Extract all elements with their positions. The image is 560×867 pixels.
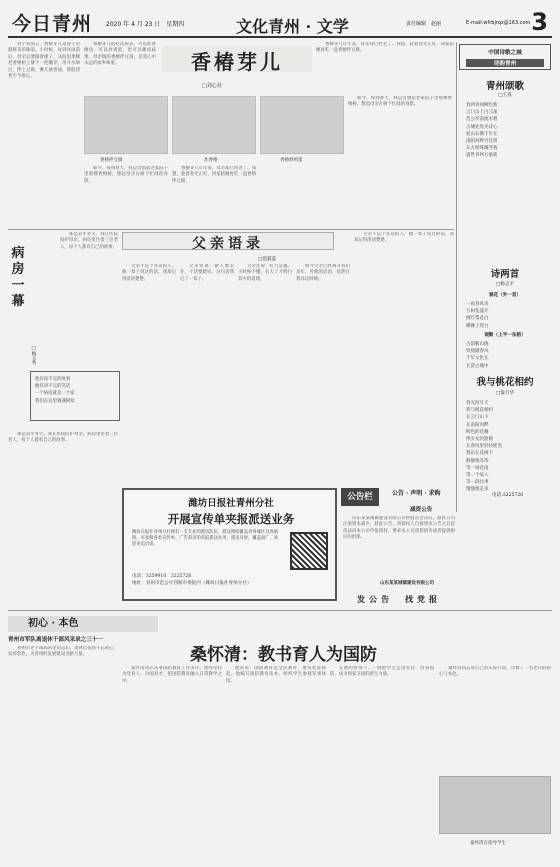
page-number: 3 — [531, 8, 548, 36]
poem-line: 东方明珠耀齐鲁 — [466, 146, 498, 152]
poem-author: □王真 — [498, 93, 512, 98]
banner-subtitle: 诗韵青州 — [466, 59, 544, 67]
paragraph: 山东某某城镇建设有限公司经股东会决议，拟将公司注册资本减少，特此公告。请债权人自接到本公告之日起依法向本公司申报债权，要求本公司清偿债务或者提供相应的担保。 — [343, 516, 455, 541]
poem-line: 一夜春风来 — [466, 302, 489, 307]
photo-sanghuaiqing — [439, 776, 551, 834]
paragraph: 父亲常说：做人要实在，干活要踏实。这句话我记了一辈子。 — [180, 264, 234, 282]
poem-line: 在春风里轻轻摇曳 — [466, 444, 502, 450]
poem-line: 蝶舞上瑶台 — [466, 323, 489, 329]
poem-line: 粉色的花瓣 — [466, 429, 489, 435]
poem-line: 在南阳河畔 — [466, 422, 489, 428]
paragraph: 如今父亲已经离开我们多年，可他的话语，依然在我耳边回响。 — [296, 264, 350, 282]
qr-code-icon — [290, 532, 328, 570]
article-text-col4 — [316, 42, 454, 92]
article-text-father-col2 — [180, 264, 234, 482]
ad-heading: 潍坊日报社青州分社 — [188, 498, 274, 509]
poem-line: 云门山上白云深 — [466, 110, 498, 116]
article-text-bottom-col5 — [439, 666, 551, 772]
paragraph: 桑怀清同志用自己的实际行动，诠释了一名老兵的初心与本色。 — [439, 666, 551, 678]
poetry-banner — [459, 44, 551, 70]
ward-poem-box — [30, 371, 120, 421]
paragraph: 香椿芽儿的吃法很多，可以炸香椿鱼，可以炒鸡蛋，也可以腌成咸菜。母亲做的香椿拌豆腐，是我心中永远的家乡味道。 — [84, 42, 156, 67]
poem-line: 慢慢地走来 — [466, 487, 489, 493]
poem-line: 范公亭前流水碧 — [466, 117, 498, 123]
masthead — [8, 6, 552, 38]
poem-title-qingzhou: 青州颂歌 — [485, 81, 524, 92]
article-author: □刘心亮 — [202, 83, 222, 89]
article-title-sanghuaiqing: 桑怀清：教书育人为国防 — [190, 645, 377, 665]
poem-line: 一个病房就是一个家 — [35, 391, 75, 397]
article-text-col2a — [84, 42, 156, 92]
section-title: 文化青州 · 文学 — [236, 17, 349, 36]
phone-label: 电话： — [132, 574, 146, 579]
article-text-bottom-col2 — [122, 666, 222, 860]
notice-board-label: 公告栏 — [341, 488, 379, 506]
poem-lines-spring — [466, 301, 546, 330]
column-divider — [456, 42, 457, 512]
poem-lines-anshan — [466, 341, 546, 370]
title-text: 病房一幕 — [11, 246, 25, 309]
poem-line: 盛世青州万象新 — [466, 153, 498, 159]
notice-heading: 减资公告 — [410, 507, 433, 513]
article-text-col1 — [8, 42, 80, 228]
article-text-father-col3 — [238, 264, 292, 482]
poem-line: 他有说不完的故事 — [35, 377, 71, 382]
paragraph: 对于我而言，香椿芽儿是春天里最鲜美的味道。小时候，每到谷雨前后，母亲总要踩着梯子，从院里那棵老香椿树上掰下一把嫩芽，用开水焯过，拌上豆腐，淋几滴香油，那股清香至今难忘。 — [8, 42, 80, 80]
poem-line: 他有讲不完的笑话 — [35, 384, 71, 390]
photo-fried-xiangchun — [172, 96, 256, 154]
section-divider — [8, 229, 454, 230]
ad-subheading: 开展宣传单夹报派送业务 — [167, 512, 295, 526]
paragraph: 香椿芽儿年年发，母亲却已经老了。我想，趁着春光正好，回家陪她再吃一盘香椿拌豆腐。 — [172, 166, 256, 184]
poem-line: 万树花盛开 — [466, 309, 489, 315]
poem-line: 静静地等待 — [466, 458, 489, 464]
article-text-col5 — [348, 96, 452, 228]
poem-line: 在云门山下 — [466, 415, 489, 421]
paragraph: 如今，每到春天，我总会想起老家院子里那棵香椿树，想起母亲在树下忙碌的身影。 — [84, 166, 168, 184]
poem-line: 等一段往事 — [466, 480, 489, 486]
paragraph: 父亲不是个多话的人，他一辈子说过的话，我却记得清清楚楚。 — [122, 264, 176, 282]
poem-title-two: 诗两首 — [490, 269, 520, 280]
column-title: 初心 · 本色 — [8, 616, 158, 632]
phone-number: 3259910 3225726 — [145, 574, 192, 579]
ad-address-row — [132, 581, 330, 588]
poem-subtitle: 春花（外一首） — [488, 293, 522, 298]
notice-text — [343, 516, 455, 576]
poem-line: 南阳河畔百花荫 — [466, 139, 498, 145]
ad-body-text: 潍坊日报社青州分社拥有一支专业的派送队伍，派送网络覆盖青州城区及各镇街。可承接各类宣传单、广告彩页的夹报派送业务，派送及时，覆盖面广，欢迎来电洽谈。 — [132, 530, 279, 548]
article-text-lower-left — [8, 432, 118, 608]
email-line: E-mail:wfrbjrqz@163.com — [466, 20, 531, 26]
advertisement-box — [122, 488, 337, 601]
paragraph: 桑怀清同志从事国防教育工作多年，始终坚持为党育人、为国育才，把国防教育融入日常教学之中。 — [122, 666, 222, 684]
article-title-xiangchun: 香椿芽儿 — [162, 46, 312, 72]
newspaper-logo: 今日青州 — [12, 13, 93, 35]
poem-line: 千年文化在 — [466, 356, 489, 362]
paragraph: 在他的带领下，一批批学生走进军营，投身国防，成为保家卫国的新生力量。 — [330, 666, 434, 678]
article-text-col3 — [172, 166, 256, 228]
article-title-father: 父亲语录 — [122, 232, 334, 250]
paragraph: 那是去年冬天，我在医院陪护母亲。病房里住着三位老人，每个人都有自己的故事。 — [8, 432, 118, 444]
section-divider — [8, 610, 552, 611]
paragraph: 他常说：国防教育是全民教育，要从娃娃抓起。他编写国防教育读本，组织学生参观军事场馆。 — [226, 666, 326, 684]
address-text: 青州市范公亭西路市委院内（潍坊日报社青州分社） — [145, 580, 252, 586]
poem-subtitle: 观鞍（上平一东韵） — [484, 333, 526, 338]
photo-caption: 香椿拌豆腐 — [100, 158, 123, 163]
paragraph: 父亲还说：吃亏是福。小时候不懂，长大了才明白其中的道理。 — [238, 264, 292, 282]
ad-phone-row — [132, 574, 330, 581]
article-text-father-col5 — [354, 232, 454, 482]
notice-categories: 公告 · 声明 · 求购 — [392, 490, 441, 497]
poem-line: 长留古城中 — [466, 363, 489, 369]
poem-lines-qingzhou — [466, 102, 546, 160]
poem-line: 像少女的脸颊 — [466, 437, 493, 443]
paragraph: 父亲不是个多话的人，他一辈子说过的话，我却记得清清楚楚。 — [354, 232, 454, 244]
poem-line: 铁骑踏春风 — [466, 349, 489, 355]
notice-phone: 电话:3225726 — [492, 493, 524, 498]
date-line: 2020 年 4 月 23 日 星期四 — [106, 21, 185, 28]
article-text-bottom-col3 — [226, 666, 326, 860]
photo-xiangchun-tofu — [84, 96, 168, 154]
poem-line: 我站在花树下 — [466, 451, 493, 457]
poem-line: 驼山石佛千年在 — [466, 131, 498, 137]
photo-caption: 香椿炒鸡蛋 — [280, 158, 303, 163]
article-text-father-col1 — [122, 264, 176, 482]
notice-footer-slogan: 发公告 找党报 — [357, 594, 441, 604]
ad-contact — [132, 574, 330, 587]
photo-caption: 桑怀清在指导学生 — [470, 841, 506, 846]
article-text-bottom-col1 — [8, 646, 118, 860]
article-author: □杨玉秀 — [31, 346, 36, 365]
poem-line: 桃红梨花白 — [466, 316, 489, 322]
paragraph: 那是去年冬天，我在医院陪护母亲。病房里住着三位老人，每个人都有自己的故事。 — [60, 232, 118, 250]
poem-line: 我们在这里相遇相知 — [35, 398, 75, 404]
editor-line: 责任编辑 赵丽 — [406, 21, 442, 27]
banner-title: 中国诗歌之城 — [488, 50, 522, 56]
article-text-bottom-col4 — [330, 666, 434, 860]
poem-author: □秦月华 — [495, 391, 515, 396]
column-subtitle: 青州市军队离退休干部风采录之三十一 — [8, 637, 104, 643]
notice-company: 山东某某城镇建设有限公司 — [380, 581, 434, 586]
photo-caption: 炸香椿 — [204, 158, 218, 163]
poem-title-peach: 我与桃花相约 — [476, 377, 534, 388]
poem-line: 我与桃花相约 — [466, 408, 493, 414]
poem-author: □杨志平 — [495, 282, 515, 287]
paragraph: 青州市老干部局的老同志们，退休后依然不忘初心，发挥余热，为青州的发展建设贡献力量。 — [8, 646, 118, 658]
article-text-col2b — [84, 166, 168, 228]
photo-xiangchun-egg — [260, 96, 344, 154]
article-text-ward — [60, 232, 118, 368]
poem-line: 古韵鞍山晓 — [466, 342, 489, 347]
poem-line: 等一个故人 — [466, 473, 489, 479]
poem-lines-peach — [466, 400, 546, 494]
poem-line: 春到青州柳色新 — [466, 103, 498, 108]
poem-line: 等一场花雨 — [466, 465, 489, 471]
article-text-father-col4 — [296, 264, 350, 482]
paragraph: 香椿芽儿年年发，母亲却已经老了。我想，趁着春光正好，回家陪她再吃一盘香椿拌豆腐。 — [316, 42, 454, 54]
address-label: 地址： — [132, 580, 146, 586]
poem-line: 古城处处见诗心 — [466, 124, 498, 130]
paragraph: 如今，每到春天，我总会想起老家院子里那棵香椿树，想起母亲在树下忙碌的身影。 — [348, 96, 452, 108]
article-author: □范淑蓝 — [258, 257, 277, 262]
poem-line: 春光四月天 — [466, 401, 489, 406]
article-title-ward — [8, 246, 28, 310]
